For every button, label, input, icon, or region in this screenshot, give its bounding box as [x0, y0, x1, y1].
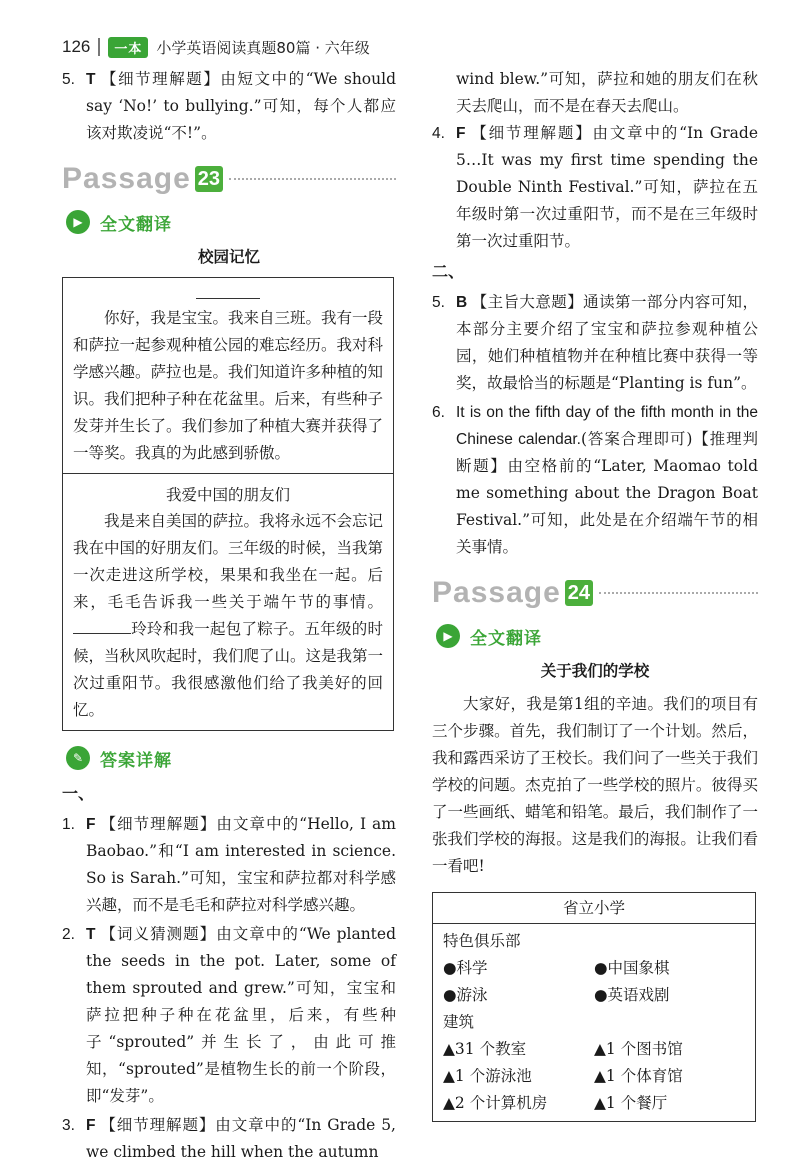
item-text: 【推理判断题】由空格前的“Later, Maomao told me something about the Dragon Boat Festival.”可知，此处是在介绍端午节的相关事情。: [456, 430, 758, 556]
passage-word: Passage: [62, 162, 191, 195]
item-mark: T: [86, 926, 96, 943]
translation-heading: [66, 207, 396, 237]
poster-body: [433, 924, 755, 1121]
building-item: ▲31 个教室: [443, 1040, 527, 1058]
club-item: ●英语戏剧: [594, 986, 670, 1004]
part-one-label: 一、: [62, 784, 95, 803]
translation-heading: [436, 621, 758, 651]
publisher-logo: 一本: [108, 37, 148, 58]
item-text: 【细节理解题】由文章中的“In Grade 5…It was my first time spending the Double Ninth Festival.”可知，萨拉在五年级时第一次过重阳节，而不是在三年级时第一次过重阳节。: [456, 124, 758, 250]
poster-row: [443, 1036, 745, 1063]
poster-row: [443, 1090, 745, 1117]
club-item: ●中国象棋: [594, 959, 670, 977]
item-mark: T: [86, 71, 96, 88]
text-part-b: 玲玲和我一起包了粽子。五年级的时候，当秋风吹起时，我们爬了山。这是我第一次过重阳节。我很感激他们给了我美好的回忆。: [73, 620, 384, 719]
item-mark: F: [86, 816, 96, 833]
answer-item: [432, 399, 758, 561]
part-two-label: 二、: [432, 262, 465, 281]
translation-title: 关于我们的学校: [540, 662, 650, 680]
play-icon: ▶: [66, 210, 90, 234]
answer-item: [432, 289, 758, 397]
left-column: [62, 66, 396, 1168]
play-icon: ▶: [436, 624, 460, 648]
title-blank: [196, 290, 260, 299]
box-section-1-text: 你好，我是宝宝。我来自三班。我有一段和萨拉一起参观种植公园的难忘经历。我对科学感兴趣。萨拉也是。我们知道许多种植的知识。我们把种子种在花盆里。后来，有些种子发芽并生长了。我们参加了种植大赛并获得了一等奖。我真的为此感到骄傲。: [73, 309, 384, 462]
page-header: [62, 34, 762, 60]
item-text: 【细节理解题】由文章中的“In Grade 5, we climbed the hill when the autumn: [86, 1116, 396, 1161]
poster-title: 省立小学: [433, 893, 755, 924]
box-section-2-title: 我爱中国的朋友们: [165, 486, 290, 504]
item-answer: It is on the fifth day of the fifth month in the Chinese calendar.: [456, 404, 758, 448]
right-column: [432, 66, 758, 1122]
item-text: 【主旨大意题】通读第一部分内容可知，本部分主要介绍了宝宝和萨拉参观种植公园，她们种植植物并在种植比赛中获得一等奖，故最恰当的标题是“Planting is fun”。: [456, 293, 758, 392]
item-mark: F: [86, 1117, 96, 1134]
page-number: 126: [62, 37, 91, 56]
building-item: ▲1 个游泳池: [443, 1067, 532, 1085]
box-section-2: [63, 473, 393, 730]
answer-item: [62, 1112, 396, 1166]
translation-heading-text: 全文翻译: [100, 214, 172, 235]
buildings-label: 建筑: [443, 1013, 475, 1031]
answer-heading: [66, 743, 396, 773]
item-mark: B: [456, 294, 468, 311]
building-item: ▲1 个体育馆: [594, 1067, 683, 1085]
clubs-label: 特色俱乐部: [443, 932, 521, 950]
club-item: ●游泳: [443, 986, 488, 1004]
passage-number: 23: [195, 166, 223, 192]
building-item: ▲2 个计算机房: [443, 1094, 548, 1112]
translation-title: 校园记忆: [197, 248, 260, 266]
translation-body: 大家好，我是第1组的辛迪。我们的项目有三个步骤。首先，我们制订了一个计划。然后，我和露西采访了王校长。我们问了一些关于我们学校的问题。杰克拍了一些学校的照片。彼得买了一些画纸、蜡笔和铅笔。最后，我们制作了一张我们学校的海报。这是我们的海报。让我们看一看吧!: [432, 695, 758, 875]
answer-item: [432, 120, 758, 255]
poster-row: [443, 1063, 745, 1090]
building-item: ▲1 个餐厅: [594, 1094, 668, 1112]
answer-item: [62, 66, 396, 147]
passage-number: 24: [565, 580, 593, 606]
item-number: 3.: [62, 1117, 75, 1134]
item-number: 2.: [62, 926, 75, 943]
translation-heading-text: 全文翻译: [470, 628, 542, 649]
item-number: 5.: [62, 71, 75, 88]
item-text: 【细节理解题】由文章中的“Hello, I am Baobao.”和“I am interested in science. So is Sarah.”可知，宝宝和萨拉都对科学感兴趣，而不是毛毛和萨拉对科学感兴趣。: [86, 815, 396, 914]
item-number: 6.: [432, 404, 445, 421]
header-divider: [98, 38, 100, 56]
answer-blank: [73, 617, 131, 634]
translation-box: [62, 277, 394, 731]
poster-row: [443, 982, 745, 1009]
pencil-icon: ✎: [66, 746, 90, 770]
item-number: 1.: [62, 816, 75, 833]
passage-heading: [432, 573, 758, 613]
book-title: 小学英语阅读真题80篇 · 六年级: [156, 38, 370, 57]
school-poster: [432, 892, 756, 1122]
poster-row: [443, 955, 745, 982]
dotted-rule: [229, 178, 396, 180]
box-section-1: [63, 278, 393, 473]
item-note: (答案合理即可): [580, 430, 693, 448]
item-text: 【细节理解题】由短文中的“We should say ‘No!’ to bullying.”可知，每个人都应该对欺凌说“不!”。: [86, 70, 396, 142]
building-item: ▲1 个图书馆: [594, 1040, 683, 1058]
item-number: 4.: [432, 125, 445, 142]
item-mark: F: [456, 125, 466, 142]
item-number: 5.: [432, 294, 445, 311]
answer-item: [62, 921, 396, 1110]
box-section-2-text: [73, 508, 383, 724]
item-text: 【词义猜测题】由文章中的“We planted the seeds in the pot. Later, some of them sprouted and grew.”可知，宝宝和萨拉把种子种在花盆里，后来，有些种子“sprouted”并生长了，由此可推知，“sprouted”是植物生长的前一个阶段，即“发芽”。: [86, 925, 396, 1105]
answer-item: [62, 811, 396, 919]
passage-heading: [62, 159, 396, 199]
answer-heading-text: 答案详解: [100, 750, 172, 771]
item-continuation: wind blew.”可知，萨拉和她的朋友们在秋天去爬山，而不是在春天去爬山。: [456, 70, 758, 115]
club-item: ●科学: [443, 959, 488, 977]
passage-word: Passage: [432, 576, 561, 609]
text-part-a: 我是来自美国的萨拉。我将永远不会忘记我在中国的好朋友们。三年级的时候，当我第一次走进这所学校，果果和我坐在一起。后来，毛毛告诉我一些关于端午节的事情。: [73, 512, 384, 611]
dotted-rule: [599, 592, 758, 594]
